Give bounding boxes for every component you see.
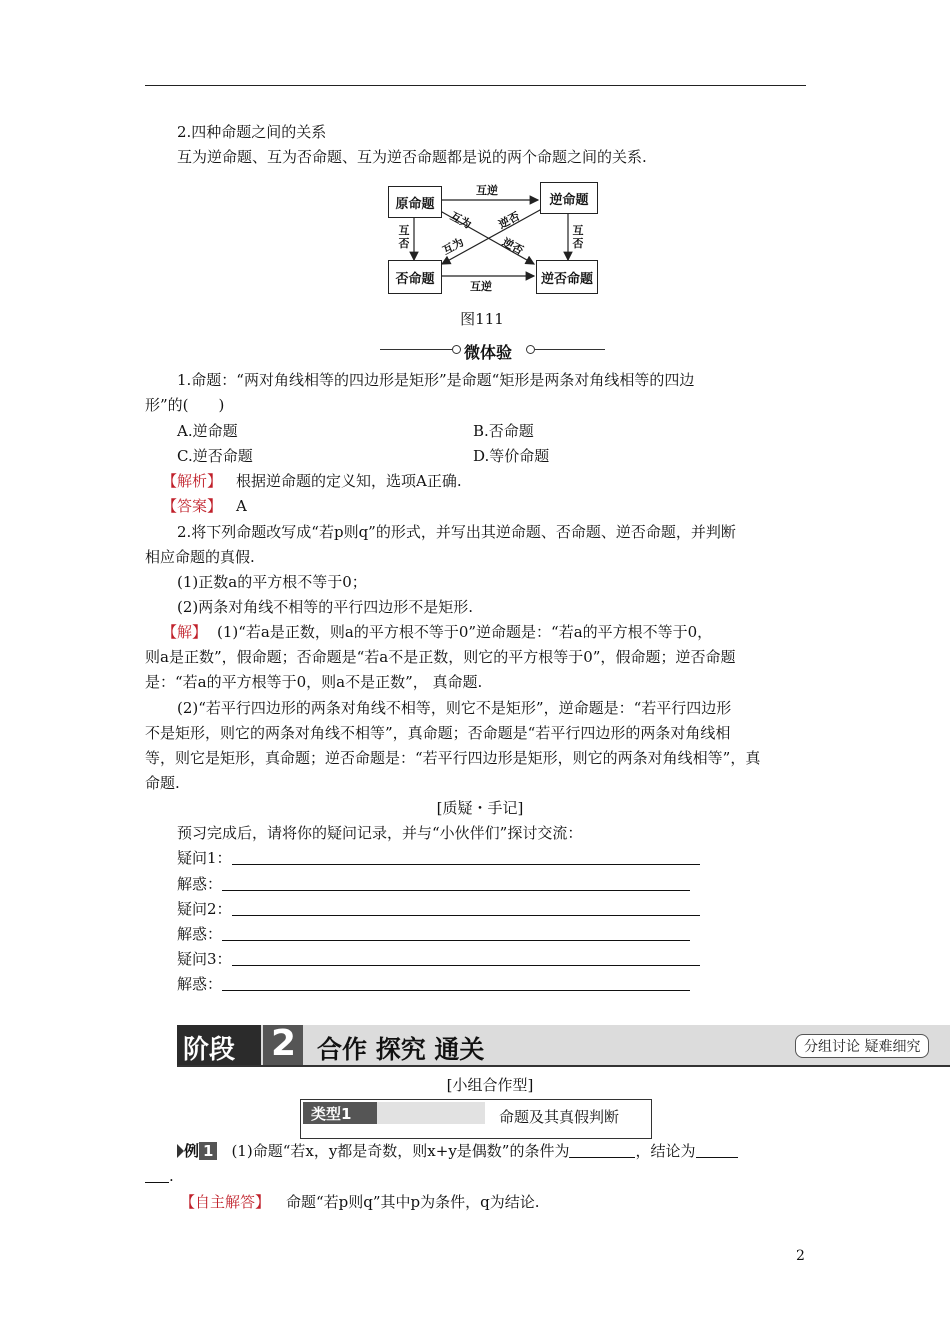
stage-tag: 阶段 <box>183 1035 236 1065</box>
q1-line2: 形”的( ) <box>145 396 225 414</box>
note-question-1-blank[interactable] <box>232 850 700 865</box>
note-question-1-label: 疑问1： <box>177 849 232 867</box>
self-answer-text: 命题“若p则q”其中p为条件，q为结论. <box>286 1193 540 1211</box>
note-question-2-label: 疑问2： <box>177 900 232 918</box>
box-converse-proposition: 逆命题 <box>540 182 598 214</box>
relation-diagram <box>380 178 600 296</box>
label-cross-4: 逆否 <box>500 235 526 258</box>
analysis-text: 根据逆命题的定义知，选项A正确. <box>236 472 462 490</box>
q2-solution-line3: 是：“若a的平方根等于0，则a不是正数”， 真命题. <box>145 673 483 691</box>
type-tag-box <box>303 1102 377 1124</box>
figure-caption: 图111 <box>460 310 504 328</box>
q2-item1: (1)正数a的平方根不等于0； <box>177 573 367 591</box>
note-question-1 <box>177 846 700 870</box>
stage-number-box <box>263 1025 303 1065</box>
note-question-3-label: 疑问3： <box>177 950 232 968</box>
note-question-3-blank[interactable] <box>232 951 700 966</box>
type-gray-band <box>377 1102 485 1124</box>
note-answer-2-blank[interactable] <box>222 926 690 941</box>
micro-divider <box>380 340 605 360</box>
notes-intro: 预习完成后，请将你的疑问记录，并与“小伙伴们”探讨交流： <box>177 824 583 842</box>
divider-right-dot <box>526 345 535 354</box>
q1-option-b: B.否命题 <box>473 422 534 440</box>
header-rule <box>145 85 806 86</box>
example-conclusion-blank-1[interactable] <box>696 1143 738 1158</box>
q1-analysis <box>162 469 462 493</box>
label-bottom-converse: 互逆 <box>470 280 492 293</box>
box-contrapositive-proposition: 逆否命题 <box>536 260 598 294</box>
note-question-2 <box>177 897 700 921</box>
q2-item2: (2)两条对角线不相等的平行四边形不是矩形. <box>177 598 474 616</box>
solution-tag: 【解】 <box>162 623 208 641</box>
note-answer-2-label: 解惑： <box>177 925 223 943</box>
note-answer-3-blank[interactable] <box>222 976 690 991</box>
q1-option-c: C.逆否命题 <box>177 447 253 465</box>
q2-solution-line7: 命题. <box>145 774 180 792</box>
box-original-proposition: 原命题 <box>388 186 442 218</box>
divider-left-dot <box>452 345 461 354</box>
box-inverse-proposition: 否命题 <box>388 260 442 294</box>
q2-solution-line2: 则a是正数”，假命题；否命题是“若a不是正数，则它的平方根等于0”，假命题；逆否命题 <box>145 648 736 666</box>
stage-side-label: 分组讨论 疑难细究 <box>795 1034 929 1058</box>
example-number: 1 <box>199 1142 217 1160</box>
divider-right-line <box>535 349 605 350</box>
q2-solution-line6: 等，则它是矩形，真命题；逆否命题是：“若平行四边形是矩形，则它的两条对角线相等”，真 <box>145 749 761 767</box>
note-answer-1 <box>177 872 690 896</box>
self-answer <box>180 1190 540 1214</box>
example-line <box>177 1139 738 1163</box>
q2-line1: 2.将下列命题改写成“若p则q”的形式，并写出其逆命题、否命题、逆否命题，并判断 <box>177 523 736 541</box>
q2-solution-line1 <box>162 620 712 644</box>
stage-banner <box>177 1025 950 1067</box>
q1-answer <box>162 494 247 518</box>
q2-line2: 相应命题的真假. <box>145 548 255 566</box>
label-top-converse: 互逆 <box>476 184 498 197</box>
q1-option-a: A.逆命题 <box>177 422 238 440</box>
label-right-negation: 互否 <box>572 224 584 250</box>
self-answer-tag: 【自主解答】 <box>180 1193 271 1211</box>
stage-number: 2 <box>271 1023 297 1064</box>
label-cross-2: 逆否 <box>496 209 522 232</box>
divider-left-line <box>380 349 452 350</box>
note-answer-1-label: 解惑： <box>177 875 223 893</box>
page-number: 2 <box>796 1248 805 1264</box>
group-label: [小组合作型] <box>446 1076 534 1094</box>
stage-title: 合作 探究 通关 <box>317 1035 485 1064</box>
label-left-negation: 互否 <box>398 224 410 250</box>
example-line2 <box>145 1164 174 1188</box>
note-answer-3-label: 解惑： <box>177 975 223 993</box>
example-arrow-icon <box>177 1144 184 1158</box>
example-end: . <box>169 1167 174 1185</box>
note-answer-3 <box>177 972 690 996</box>
stage-tag-box <box>177 1025 261 1065</box>
note-question-2-blank[interactable] <box>232 901 700 916</box>
q2-solution-line5: 不是矩形，则它的两条对角线不相等”，真命题；否命题是“若平行四边形的两条对角线相 <box>145 724 731 742</box>
analysis-tag: 【解析】 <box>162 472 223 490</box>
example-condition-blank[interactable] <box>569 1143 635 1158</box>
type-tag: 类型1 <box>311 1105 352 1123</box>
type-title: 命题及其真假判断 <box>499 1108 620 1126</box>
solution-text-1: (1)“若a是正数，则a的平方根不等于0”逆命题是：“若a的平方根不等于0， <box>217 623 713 641</box>
example-tag: 例 <box>184 1142 200 1160</box>
label-cross-3: 互为 <box>440 235 466 258</box>
note-question-3 <box>177 947 700 971</box>
label-cross-1: 互为 <box>448 209 474 232</box>
section-description: 互为逆命题、互为否命题、互为逆否命题都是说的两个命题之间的关系. <box>177 148 647 166</box>
answer-text: A <box>236 497 247 515</box>
note-answer-1-blank[interactable] <box>222 876 690 891</box>
micro-title: 微体验 <box>464 343 513 362</box>
notes-title: [质疑・手记] <box>436 799 524 817</box>
type-heading <box>300 1099 652 1139</box>
section-heading: 2.四种命题之间的关系 <box>177 123 327 141</box>
q2-solution-line4: (2)“若平行四边形的两条对角线不相等，则它不是矩形”，逆命题是：“若平行四边形 <box>177 699 732 717</box>
q1-option-d: D.等价命题 <box>473 447 550 465</box>
note-answer-2 <box>177 922 690 946</box>
q1-line1: 1.命题：“两对角线相等的四边形是矩形”是命题“矩形是两条对角线相等的四边 <box>177 371 695 389</box>
answer-tag: 【答案】 <box>162 497 223 515</box>
example-conclusion-blank-2[interactable] <box>145 1168 169 1183</box>
example-text: (1)命题“若x，y都是奇数，则x+y是偶数”的条件为 <box>231 1142 570 1160</box>
example-mid: ，结论为 <box>635 1142 696 1160</box>
